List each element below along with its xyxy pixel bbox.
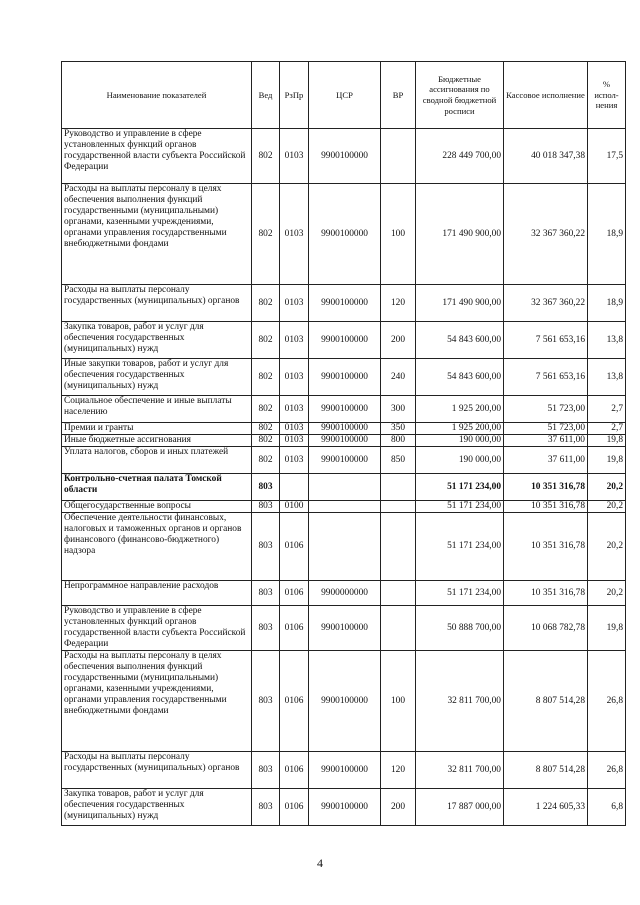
execution-percent-cell: 13,8 bbox=[588, 359, 626, 396]
vr-cell: 850 bbox=[381, 447, 416, 474]
table-row bbox=[62, 581, 626, 606]
vr-cell: 240 bbox=[381, 359, 416, 396]
rzpr-cell bbox=[280, 474, 309, 501]
table-row bbox=[62, 752, 626, 789]
assignments-cell: 50 888 700,00 bbox=[416, 606, 504, 651]
vr-cell bbox=[381, 501, 416, 513]
header-rzpr: РзПр bbox=[280, 62, 309, 129]
header-csr: ЦСР bbox=[309, 62, 381, 129]
table-header-row bbox=[62, 62, 626, 129]
execution-percent-cell: 19,8 bbox=[588, 435, 626, 447]
rzpr-cell: 0103 bbox=[280, 322, 309, 359]
assignments-cell: 54 843 600,00 bbox=[416, 322, 504, 359]
ved-cell: 802 bbox=[252, 359, 280, 396]
indicator-name-cell: Иные бюджетные ассигнования bbox=[62, 435, 252, 447]
assignments-cell: 1 925 200,00 bbox=[416, 396, 504, 423]
indicator-name-cell: Руководство и управление в сфере установленных функций органов государственной власти субъекта Российской Федерации bbox=[62, 606, 252, 651]
assignments-cell: 228 449 700,00 bbox=[416, 129, 504, 184]
rzpr-cell: 0103 bbox=[280, 129, 309, 184]
indicator-name-cell: Расходы на выплаты персоналу в целях обеспечения выполнения функций государственными (муниципальными) органами, казенными учреждениями, органами управления государственными внебюджетными фондами bbox=[62, 184, 252, 285]
cash-execution-cell: 7 561 653,16 bbox=[504, 359, 588, 396]
csr-cell: 9900100000 bbox=[309, 322, 381, 359]
csr-cell: 9900000000 bbox=[309, 581, 381, 606]
cash-execution-cell: 10 351 316,78 bbox=[504, 581, 588, 606]
cash-execution-cell: 37 611,00 bbox=[504, 435, 588, 447]
cash-execution-cell: 7 561 653,16 bbox=[504, 322, 588, 359]
indicator-name-cell: Непрограммное направление расходов bbox=[62, 581, 252, 606]
cash-execution-cell: 40 018 347,38 bbox=[504, 129, 588, 184]
ved-cell: 803 bbox=[252, 474, 280, 501]
csr-cell: 9900100000 bbox=[309, 789, 381, 826]
indicator-name-cell: Общегосударственные вопросы bbox=[62, 501, 252, 513]
indicator-name-cell: Социальное обеспечение и иные выплаты населению bbox=[62, 396, 252, 423]
ved-cell: 802 bbox=[252, 285, 280, 322]
execution-percent-cell: 20,2 bbox=[588, 581, 626, 606]
execution-percent-cell: 19,8 bbox=[588, 447, 626, 474]
vr-cell: 350 bbox=[381, 423, 416, 435]
csr-cell: 9900100000 bbox=[309, 606, 381, 651]
table-row bbox=[62, 447, 626, 474]
table-row bbox=[62, 129, 626, 184]
vr-cell: 120 bbox=[381, 285, 416, 322]
csr-cell bbox=[309, 501, 381, 513]
table-body bbox=[62, 129, 626, 826]
execution-percent-cell: 18,9 bbox=[588, 184, 626, 285]
rzpr-cell: 0103 bbox=[280, 423, 309, 435]
ved-cell: 802 bbox=[252, 322, 280, 359]
vr-cell: 120 bbox=[381, 752, 416, 789]
vr-cell bbox=[381, 581, 416, 606]
csr-cell: 9900100000 bbox=[309, 651, 381, 752]
header-name: Наименование показателей bbox=[62, 62, 252, 129]
rzpr-cell: 0106 bbox=[280, 513, 309, 581]
csr-cell bbox=[309, 513, 381, 581]
indicator-name-cell: Премии и гранты bbox=[62, 423, 252, 435]
execution-percent-cell: 26,8 bbox=[588, 752, 626, 789]
table-row bbox=[62, 285, 626, 322]
cash-execution-cell: 10 351 316,78 bbox=[504, 474, 588, 501]
cash-execution-cell: 8 807 514,28 bbox=[504, 651, 588, 752]
vr-cell bbox=[381, 129, 416, 184]
assignments-cell: 51 171 234,00 bbox=[416, 513, 504, 581]
header-execution-percent: % испол-нения bbox=[588, 62, 626, 129]
cash-execution-cell: 51 723,00 bbox=[504, 423, 588, 435]
cash-execution-cell: 32 367 360,22 bbox=[504, 184, 588, 285]
table-row bbox=[62, 359, 626, 396]
execution-percent-cell: 19,8 bbox=[588, 606, 626, 651]
ved-cell: 802 bbox=[252, 435, 280, 447]
assignments-cell: 171 490 900,00 bbox=[416, 285, 504, 322]
vr-cell: 200 bbox=[381, 789, 416, 826]
table-row bbox=[62, 513, 626, 581]
ved-cell: 803 bbox=[252, 501, 280, 513]
rzpr-cell: 0106 bbox=[280, 752, 309, 789]
assignments-cell: 54 843 600,00 bbox=[416, 359, 504, 396]
cash-execution-cell: 8 807 514,28 bbox=[504, 752, 588, 789]
table-row bbox=[62, 651, 626, 752]
indicator-name-cell: Руководство и управление в сфере установленных функций органов государственной власти субъекта Российской Федерации bbox=[62, 129, 252, 184]
header-vr: ВР bbox=[381, 62, 416, 129]
cash-execution-cell: 51 723,00 bbox=[504, 396, 588, 423]
vr-cell bbox=[381, 513, 416, 581]
indicator-name-cell: Уплата налогов, сборов и иных платежей bbox=[62, 447, 252, 474]
csr-cell bbox=[309, 474, 381, 501]
assignments-cell: 190 000,00 bbox=[416, 447, 504, 474]
execution-percent-cell: 20,2 bbox=[588, 474, 626, 501]
ved-cell: 802 bbox=[252, 396, 280, 423]
ved-cell: 802 bbox=[252, 184, 280, 285]
rzpr-cell: 0100 bbox=[280, 501, 309, 513]
rzpr-cell: 0103 bbox=[280, 184, 309, 285]
table-row bbox=[62, 423, 626, 435]
table-row bbox=[62, 322, 626, 359]
header-cash-execution: Кассовое исполнение bbox=[504, 62, 588, 129]
csr-cell: 9900100000 bbox=[309, 447, 381, 474]
csr-cell: 9900100000 bbox=[309, 285, 381, 322]
indicator-name-cell: Закупка товаров, работ и услуг для обеспечения государственных (муниципальных) нужд bbox=[62, 789, 252, 826]
table-row bbox=[62, 501, 626, 513]
csr-cell: 9900100000 bbox=[309, 396, 381, 423]
vr-cell: 100 bbox=[381, 651, 416, 752]
ved-cell: 802 bbox=[252, 447, 280, 474]
execution-percent-cell: 13,8 bbox=[588, 322, 626, 359]
execution-percent-cell: 20,2 bbox=[588, 513, 626, 581]
vr-cell: 100 bbox=[381, 184, 416, 285]
rzpr-cell: 0106 bbox=[280, 651, 309, 752]
rzpr-cell: 0103 bbox=[280, 396, 309, 423]
ved-cell: 803 bbox=[252, 789, 280, 826]
rzpr-cell: 0103 bbox=[280, 359, 309, 396]
rzpr-cell: 0103 bbox=[280, 285, 309, 322]
ved-cell: 802 bbox=[252, 423, 280, 435]
indicator-name-cell: Обеспечение деятельности финансовых, налоговых и таможенных органов и органов финансового (финансово-бюджетного) надзора bbox=[62, 513, 252, 581]
assignments-cell: 32 811 700,00 bbox=[416, 752, 504, 789]
execution-percent-cell: 20,2 bbox=[588, 501, 626, 513]
table-row bbox=[62, 184, 626, 285]
csr-cell: 9900100000 bbox=[309, 359, 381, 396]
csr-cell: 9900100000 bbox=[309, 423, 381, 435]
indicator-name-cell: Иные закупки товаров, работ и услуг для обеспечения государственных (муниципальных) нужд bbox=[62, 359, 252, 396]
vr-cell: 800 bbox=[381, 435, 416, 447]
ved-cell: 803 bbox=[252, 752, 280, 789]
ved-cell: 803 bbox=[252, 513, 280, 581]
assignments-cell: 51 171 234,00 bbox=[416, 581, 504, 606]
assignments-cell: 32 811 700,00 bbox=[416, 651, 504, 752]
assignments-cell: 1 925 200,00 bbox=[416, 423, 504, 435]
vr-cell: 200 bbox=[381, 322, 416, 359]
rzpr-cell: 0106 bbox=[280, 606, 309, 651]
indicator-name-cell: Расходы на выплаты персоналу в целях обеспечения выполнения функций государственными (муниципальными) органами, казенными учреждениями, органами управления государственными внебюджетными фондами bbox=[62, 651, 252, 752]
csr-cell: 9900100000 bbox=[309, 184, 381, 285]
rzpr-cell: 0103 bbox=[280, 435, 309, 447]
indicator-name-cell: Закупка товаров, работ и услуг для обеспечения государственных (муниципальных) нужд bbox=[62, 322, 252, 359]
csr-cell: 9900100000 bbox=[309, 752, 381, 789]
header-ved: Вед bbox=[252, 62, 280, 129]
indicator-name-cell: Расходы на выплаты персоналу государственных (муниципальных) органов bbox=[62, 752, 252, 789]
table-row bbox=[62, 789, 626, 826]
execution-percent-cell: 26,8 bbox=[588, 651, 626, 752]
indicator-name-cell: Контрольно-счетная палата Томской области bbox=[62, 474, 252, 501]
table-row bbox=[62, 606, 626, 651]
assignments-cell: 171 490 900,00 bbox=[416, 184, 504, 285]
budget-execution-table bbox=[61, 61, 626, 826]
vr-cell: 300 bbox=[381, 396, 416, 423]
table-row bbox=[62, 474, 626, 501]
page-number: 4 bbox=[317, 856, 323, 870]
execution-percent-cell: 18,9 bbox=[588, 285, 626, 322]
assignments-cell: 51 171 234,00 bbox=[416, 474, 504, 501]
execution-percent-cell: 2,7 bbox=[588, 396, 626, 423]
ved-cell: 802 bbox=[252, 129, 280, 184]
assignments-cell: 51 171 234,00 bbox=[416, 501, 504, 513]
assignments-cell: 190 000,00 bbox=[416, 435, 504, 447]
rzpr-cell: 0103 bbox=[280, 447, 309, 474]
execution-percent-cell: 6,8 bbox=[588, 789, 626, 826]
assignments-cell: 17 887 000,00 bbox=[416, 789, 504, 826]
cash-execution-cell: 10 351 316,78 bbox=[504, 513, 588, 581]
cash-execution-cell: 37 611,00 bbox=[504, 447, 588, 474]
csr-cell: 9900100000 bbox=[309, 129, 381, 184]
execution-percent-cell: 17,5 bbox=[588, 129, 626, 184]
ved-cell: 803 bbox=[252, 581, 280, 606]
table-row bbox=[62, 396, 626, 423]
indicator-name-cell: Расходы на выплаты персоналу государственных (муниципальных) органов bbox=[62, 285, 252, 322]
cash-execution-cell: 1 224 605,33 bbox=[504, 789, 588, 826]
ved-cell: 803 bbox=[252, 606, 280, 651]
header-assignments: Бюджетные ассигнования по сводной бюджетной росписи bbox=[416, 62, 504, 129]
cash-execution-cell: 32 367 360,22 bbox=[504, 285, 588, 322]
vr-cell bbox=[381, 474, 416, 501]
table-row bbox=[62, 435, 626, 447]
rzpr-cell: 0106 bbox=[280, 789, 309, 826]
rzpr-cell: 0106 bbox=[280, 581, 309, 606]
cash-execution-cell: 10 351 316,78 bbox=[504, 501, 588, 513]
cash-execution-cell: 10 068 782,78 bbox=[504, 606, 588, 651]
csr-cell: 9900100000 bbox=[309, 435, 381, 447]
ved-cell: 803 bbox=[252, 651, 280, 752]
execution-percent-cell: 2,7 bbox=[588, 423, 626, 435]
vr-cell bbox=[381, 606, 416, 651]
